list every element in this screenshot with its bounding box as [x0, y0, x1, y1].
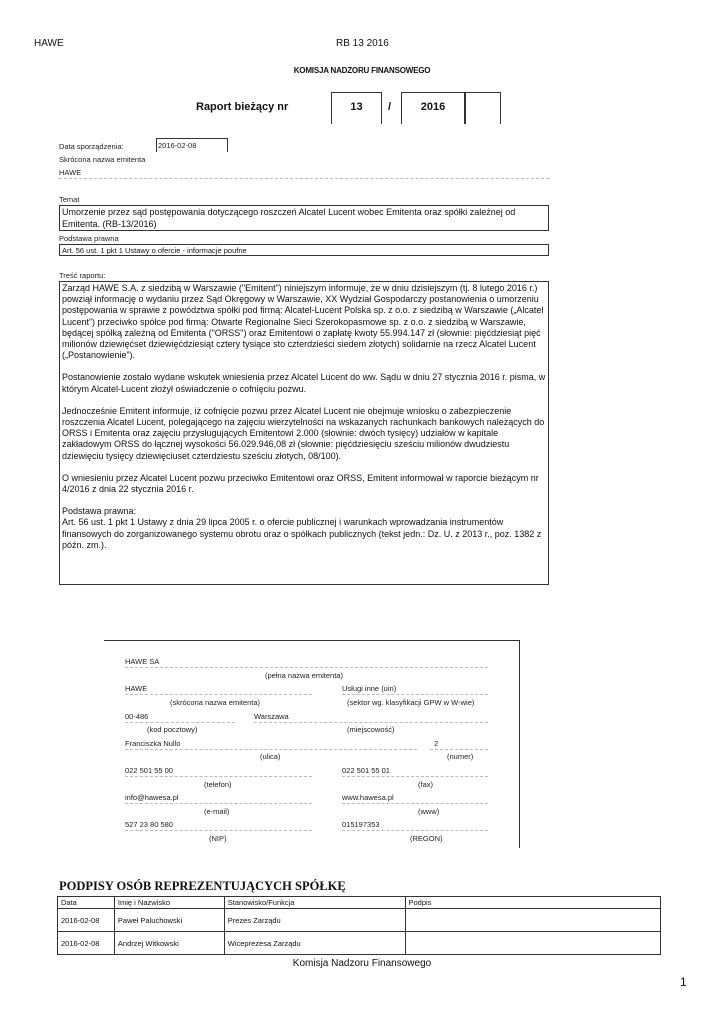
subject-label: Temat [59, 195, 80, 204]
issuer-sector-label: (sektor wg. klasyfikacji GPW w W-wie) [347, 698, 475, 707]
issuer-regon: 015197353 [342, 820, 380, 829]
issuer-short-name: HAWE [125, 684, 148, 693]
report-slash: / [388, 101, 392, 113]
issuer-short-name-label: (skrócona nazwa emitenta) [170, 698, 261, 707]
divider [430, 749, 488, 750]
subject-text: Umorzenie przez sąd postępowania dotyczącego roszczeń Alcatel Lucent wobec Emitenta oraz spółki zależnej od Emitenta. (RB-13/2016) [59, 205, 549, 231]
issuer-fax-label: (fax) [418, 780, 433, 789]
header-left: HAWE [34, 38, 64, 49]
issuer-number: 2 [434, 739, 439, 748]
divider [125, 667, 488, 668]
issuer-email: info@hawesa.pl [125, 793, 179, 802]
cell-position: Prezes Zarządu [224, 909, 405, 932]
divider [125, 830, 312, 831]
legal-basis-label: Podstawa prawna [59, 234, 119, 243]
issuer-nip-label: (NIP) [209, 834, 227, 843]
divider [342, 776, 488, 777]
cell-position: Wiceprezesa Zarządu [224, 932, 405, 955]
header-position: Stanowisko/Funkcja [224, 897, 405, 909]
divider [125, 749, 417, 750]
report-content [59, 281, 549, 585]
issuer-full-name: HAWE SA [125, 657, 160, 666]
cell-signature [405, 932, 661, 955]
issuer-postal-code: 00-486 [125, 712, 149, 721]
date-label: Data sporządzenia: [59, 142, 124, 151]
issuer-nip: 527 23 80 580 [125, 820, 173, 829]
issuer-www: www.hawesa.pl [342, 793, 394, 802]
report-content-label: Treść raportu: [59, 271, 106, 280]
footer-center: Komisja Nadzoru Finansowego [292, 958, 432, 969]
issuer-www-label: (www) [418, 807, 440, 816]
report-year: 2016 [420, 101, 446, 113]
cell-name: Andrzej Witkowski [114, 932, 224, 955]
issuer-postal-code-label: (kod pocztowy) [147, 725, 198, 734]
cell-date: 2016-02-08 [58, 909, 115, 932]
page-number: 1 [680, 975, 687, 989]
cell-name: Paweł Paluchowski [114, 909, 224, 932]
issuer-city-label: (miejscowość) [347, 725, 395, 734]
divider [342, 694, 488, 695]
report-number: 13 [350, 101, 363, 113]
divider [342, 803, 488, 804]
report-paragraph: Zarząd HAWE S.A. z siedzibą w Warszawie ("Emitent") niniejszym informuje, że w dniu dzisiejszym (tj. 8 lutego 2016 r.) powziął informację o wydaniu przez Sąd Okręgowy w Warszawie, XX Wydział Gospodarczy postanowienia o umorzeniu postępowania w sprawie z powództwa spółki pod firmą: Alcatel-Lucent Polska sp. z o.o. z siedzibą w Warszawie („Alcatel Lucent”) przeciwko spółce pod firmą: Otwarte Regionalne Sieci Szerokopasmowe sp. z o.o. z siedzibą w Warszawie, będącej spółką zależną od Emitenta ("ORSS") oraz Emitentowi o zapłatę kwoty 55.994.147 zł (słownie: pięćdziesiąt pięć milionów dziewięćset dziewięćdziesiąt cztery tysiące sto czterdzieści siedem złotych) solidarnie na rzecz Alcatel Lucent („Postanowienie”). [62, 283, 544, 361]
short-name-label: Skrócona nazwa emitenta [59, 155, 146, 164]
date-value: 2016-02-08 [158, 141, 197, 150]
issuer-regon-label: (REGON) [410, 834, 443, 843]
page-title: KOMISJA NADZORU FINANSOWEGO [293, 66, 431, 75]
report-extra-box [465, 92, 501, 124]
short-name-value: HAWE [59, 168, 82, 177]
table-row [58, 932, 661, 955]
issuer-phone-label: (telefon) [204, 780, 232, 789]
cell-date: 2016-02-08 [58, 932, 115, 955]
report-paragraph: O wniesieniu przez Alcatel Lucent pozwu przeciwko Emitentowi oraz ORSS, Emitent informował w raporcie bieżącym nr 4/2016 z dnia 22 stycznia 2016 r. [62, 472, 539, 495]
divider [125, 694, 312, 695]
report-paragraph: Postanowienie zostało wydane wskutek wniesienia przez Alcatel Lucent do ww. Sądu w dniu 27 stycznia 2016 r. pisma, w którym Alcatel-Lucent złożył oświadczenie o cofnięciu pozwu. [62, 372, 546, 394]
issuer-number-label: (numer) [447, 752, 474, 761]
signatures-table [57, 896, 661, 955]
issuer-full-name-label: (pełna nazwa emitenta) [265, 671, 343, 680]
signatures-title: PODPISY OSÓB REPREZENTUJĄCYCH SPÓŁKĘ [59, 879, 346, 893]
issuer-fax: 022 501 55 01 [342, 766, 390, 775]
legal-basis-text: Art. 56 ust. 1 pkt 1 Ustawy o ofercie - informacje poufne [59, 244, 549, 256]
header-date: Data [58, 897, 115, 909]
divider [59, 178, 549, 179]
cell-signature [405, 909, 661, 932]
header-signature: Podpis [405, 897, 661, 909]
issuer-top-rule [104, 640, 520, 641]
header-name: Imię i Nazwisko [114, 897, 224, 909]
divider [254, 722, 488, 723]
issuer-email-label: (e-mail) [204, 807, 230, 816]
divider [342, 830, 488, 831]
issuer-sector: Usługi inne (uin) [342, 684, 397, 693]
divider [125, 803, 312, 804]
issuer-right-rule [519, 640, 520, 848]
issuer-city: Warszawa [254, 712, 289, 721]
report-label: Raport bieżący nr [196, 101, 289, 113]
report-paragraph: Podstawa prawna: Art. 56 ust. 1 pkt 1 Ustawy z dnia 29 lipca 2005 r. o ofercie publicznej i warunkach wprowadzania instrumentów finansowych do zorganizowanego systemu obrotu oraz o spółkach publicznych (tekst jedn.: Dz. U. z 2013 r., poz. 1382 z późn. zm.). [62, 506, 542, 550]
table-row [58, 909, 661, 932]
header-center: RB 13 2016 [336, 38, 389, 49]
divider [125, 776, 312, 777]
issuer-street: Franciszka Nullo [125, 739, 181, 748]
issuer-phone: 022 501 55 00 [125, 766, 173, 775]
issuer-street-label: (ulica) [260, 752, 281, 761]
report-paragraph: Jednocześnie Emitent informuje, iż cofnięcie pozwu przez Alcatel Lucent nie obejmuje wniosku o zabezpieczenie roszczenia Alcatel Lucent, polegającego na zajęciu wierzytelności na wskazanych rachunkach bankowych należących do ORSS i Emitenta oraz zajęciu przysługujących Emitentowi 2.000 (słownie: dwóch tysięcy) udziałów w kapitale zakładowym ORSS do łącznej wysokości 56.029.946,08 zł (słownie: pięćdziesięciu sześciu milionów dwudziestu dziewięciu tysięcy dziewięciuset czterdziestu sześciu złotych, 08/100). [62, 405, 545, 461]
divider [125, 722, 235, 723]
